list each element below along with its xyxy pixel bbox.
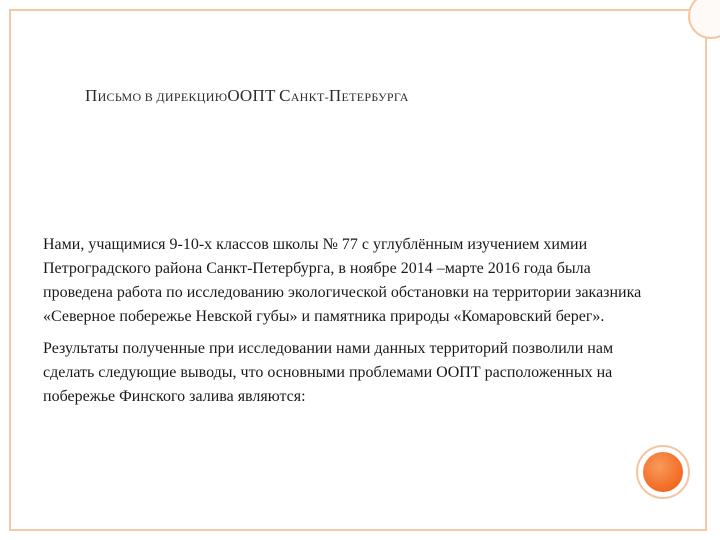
title-rest-4: ЕТЕРБУРГА: [341, 90, 409, 104]
title-cap-4: П: [328, 86, 342, 105]
title-rest-3: АНКТ-: [290, 90, 329, 104]
title-rest-1: ИСЬМО В ДИРЕКЦИЮ: [97, 90, 228, 104]
orange-circle-inner: [643, 452, 683, 492]
title-cap-3: С: [279, 86, 291, 105]
title-cap-2: ООПТ: [227, 86, 276, 105]
paragraph-results: Результаты полученные при исследовании нами данных территорий позволили нам сделать следующие выводы, что основными проблемами ООПТ расположенных на побережье Финского залива являются:: [43, 340, 614, 405]
body-text: [43, 233, 643, 417]
page-title: [85, 86, 409, 106]
title-cap-1: П: [85, 86, 98, 105]
paragraph-intro: Нами, учащимися 9-10-х классов школы № 77 с углублённым изучением химии Петроградского района Санкт-Петербурга, в ноябре 2014 –марте 2016 года была проведена работа по исследованию экологической обстановки на территории заказника «Северное побережье Невской губы» и памятника природы «Комаровский берег».: [43, 236, 642, 325]
orange-circle-decoration: [636, 445, 690, 499]
